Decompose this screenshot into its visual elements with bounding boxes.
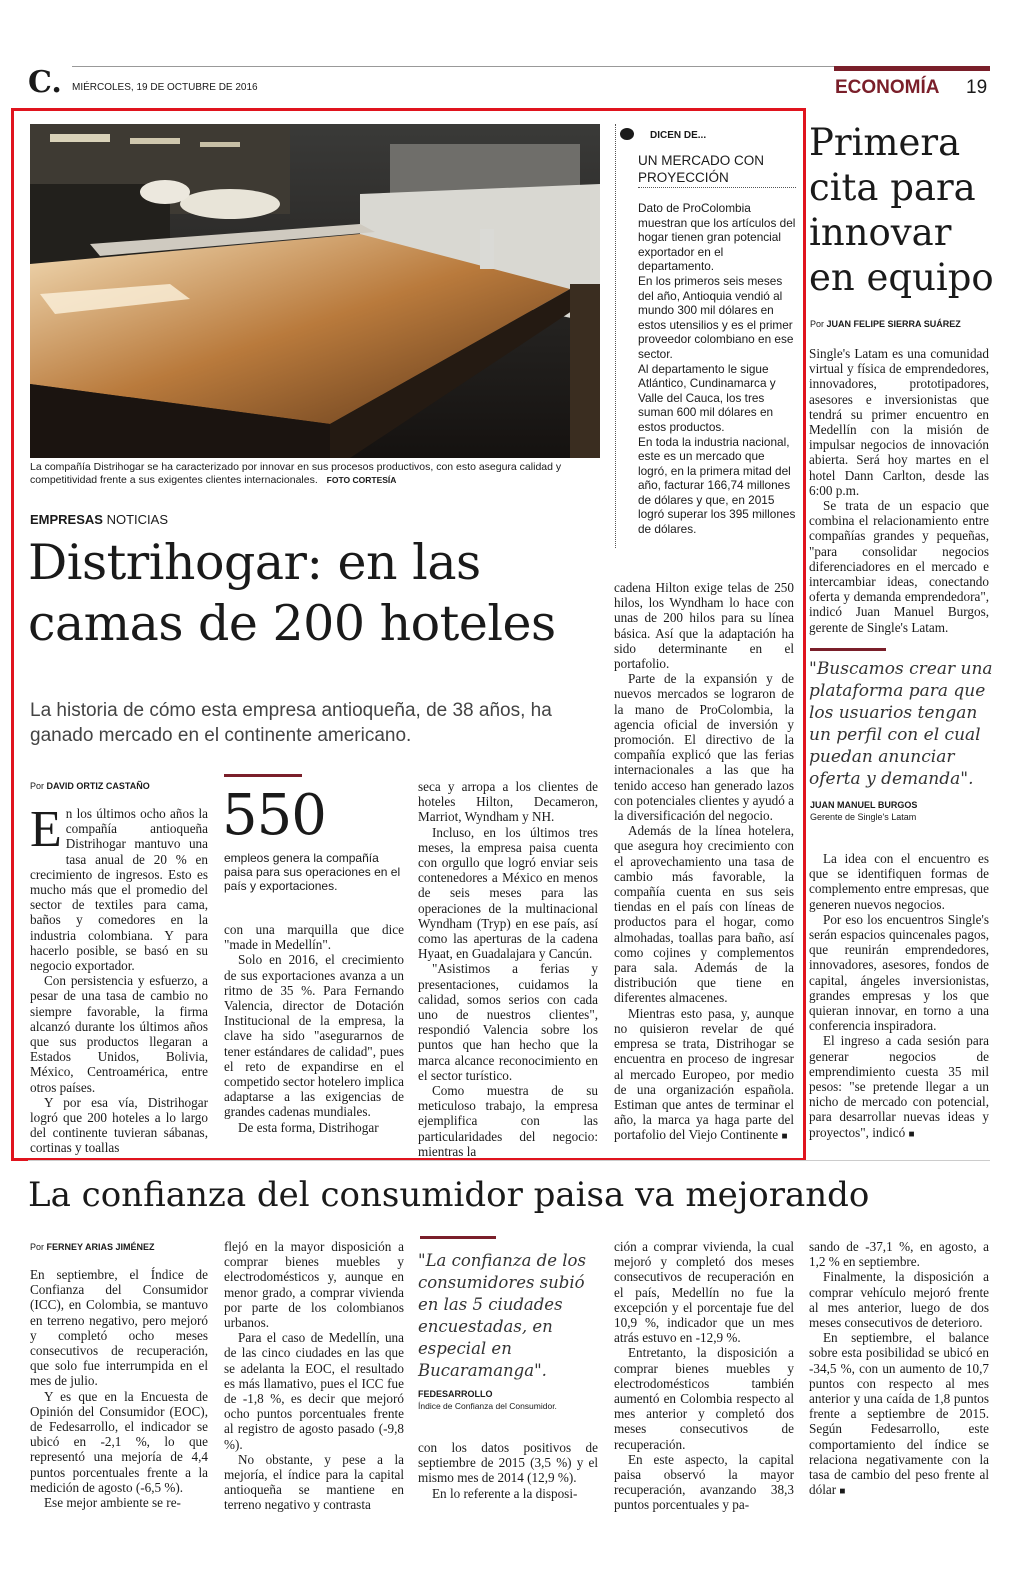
bottom-col4-p2: Entretanto, la disposición a comprar bienes muebles y electrodomésticos también aumentó en Colombia respecto al mes anterior y completó dos meses consecutivos de recuperación. bbox=[614, 1345, 794, 1452]
sidebar-p2: En los primeros seis meses del año, Antioquia vendió al mundo 300 mil dólares en estos utensilios y es el primer proveedor colombiano en ese sector. bbox=[638, 273, 794, 361]
right-p2: Se trata de un espacio que combina el relacionamiento entre compañías grandes y pequeñas, "para consolidar negocios diferenciadores en el mercado e intercambiar ideas, conectando oferta y demanda emprendedora", indicó Juan Manuel Burgos, gerente de Single's Latam. bbox=[809, 498, 989, 635]
factory-photo bbox=[30, 124, 600, 458]
photo-caption-text: La compañía Distrihogar se ha caracterizado por innovar en sus procesos productivos, con esto asegura calidad y competitividad frente a sus exigentes clientes internacionales. bbox=[30, 461, 562, 486]
right-byline-author: JUAN FELIPE SIERRA SUÁREZ bbox=[826, 319, 961, 329]
bottom-divider bbox=[28, 1160, 990, 1161]
section-name: ECONOMÍA bbox=[835, 77, 940, 98]
main-col4-p2: Parte de la expansión y de nuevos mercados se lograron de la mano de ProColombia, la agencia oficial de inversión y promoción. El directivo de la compañía explicó que las ferias internacionales a las que ha tenido acceso han generado lazos con potenciales clientes y ayudó a la diversificación del negocio. bbox=[614, 671, 794, 824]
right-byline bbox=[810, 319, 961, 329]
main-col3-p4: Como muestra de su meticuloso trabajo, la empresa ejemplifica con las particularidades del negocio: mientras la bbox=[418, 1083, 598, 1159]
page-number: 19 bbox=[966, 77, 988, 98]
bottom-col4-p1: ción a comprar vivienda, la cual mejoró y completó dos meses consecutivos de recuperación en el país, Medellín no fue la excepción y el porcentaje fue del 10,9 %, indicador que un mes atrás estuvo en -12,9 %. bbox=[614, 1239, 794, 1346]
bottom-quote-role: Índice de Confianza del Consumidor. bbox=[418, 1401, 557, 1411]
page-header bbox=[28, 66, 990, 100]
main-col4-p3: Además de la línea hotelera, que asegura hoy crecimiento con el aprovechamiento una tasa de cambio más favorable, la compañía cuenta en sus seis tiendas en el país con líneas de productos para el hogar, como almohadas, toallas para baño, así como cojines y complementos para sala. Además de la distribución que tiene en diferentes almacenes. bbox=[614, 823, 794, 1006]
stat-rule bbox=[224, 774, 302, 777]
sidebar-title-rule bbox=[638, 187, 796, 188]
speech-bubble-icon bbox=[620, 128, 634, 140]
main-col4-p1: cadena Hilton exige telas de 250 hilos, los Wyndham lo hace con unas de 200 hilos para su línea básica. Así que la adaptación ha sido determinante en el portafolio. bbox=[614, 580, 794, 672]
main-col1-p3: Y por esa vía, Distrihogar logró que 200 hoteles a lo largo del continente tuvieran sábanas, cortinas y toallas bbox=[30, 1094, 208, 1156]
main-byline bbox=[30, 781, 150, 791]
bottom-quote-rule bbox=[420, 1236, 496, 1239]
byline-author: DAVID ORTIZ CASTAÑO bbox=[46, 781, 150, 791]
main-col2-p1: con una marquilla que dice "made in Medellín". bbox=[224, 922, 404, 953]
main-col2-p3: De esta forma, Distrihogar bbox=[238, 1119, 379, 1135]
right-body-top bbox=[809, 346, 989, 635]
right-quote-role: Gerente de Single's Latam bbox=[810, 812, 917, 822]
bottom-col3-p2: En lo referente a la disposi- bbox=[432, 1485, 578, 1501]
sidebar-p3: Al departamento le sigue Atlántico, Cundinamarca y Valle del Cauca, los tres suman 600 mil dólares en estos productos. bbox=[638, 361, 776, 434]
stat-number: 550 bbox=[222, 783, 326, 848]
right-body-bottom bbox=[809, 851, 989, 1142]
bottom-col2-p2: Para el caso de Medellín, una de las cinco ciudades en las que se adelanta la EOC, el resultado es más llamativo, pues el ICC fue de -1,8 %, es decir que mejoró ocho puntos porcentuales frente al registro de agosto pasado (-9,8 %). bbox=[224, 1330, 404, 1452]
bottom-pull-quote: "La confianza de los consumidores subió en las 5 ciudades encuestadas, en especial en Bucaramanga". bbox=[418, 1251, 586, 1380]
bottom-col2-p3: No obstante, y pese a la mejoría, el índice para la capital antioqueña se mantiene en terreno negativo y contrasta bbox=[224, 1451, 404, 1513]
end-square-icon: ■ bbox=[781, 1131, 788, 1143]
main-col1-p1: n los últimos ocho años la compañía antioqueña Distrihogar mantuvo una tasa anual de 20 % en crecimiento de ingresos. Esto es mucho más que el promedio del sector de textiles para cama, baños y comedores en la industria colombiana. Y para hacerlo posible, se basó en su negocio exportador. bbox=[30, 806, 208, 974]
main-col-4 bbox=[614, 580, 794, 1145]
sidebar-body bbox=[638, 201, 796, 537]
sidebar-title: UN MERCADO CON PROYECCIÓN bbox=[638, 153, 765, 185]
bottom-col3-p1: con los datos positivos de septiembre de 2015 (3,5 %) y el mismo mes de 2014 (12,9 %). bbox=[418, 1440, 598, 1486]
right-quote-rule bbox=[810, 648, 886, 651]
newspaper-logo: C. bbox=[28, 65, 62, 100]
bottom-headline: La confianza del consumidor paisa va mejorando bbox=[28, 1175, 870, 1215]
section-bar bbox=[834, 66, 990, 71]
section-kicker bbox=[30, 512, 168, 527]
header-date: MIÉRCOLES, 19 DE OCTUBRE DE 2016 bbox=[72, 82, 258, 93]
bottom-col-3 bbox=[418, 1440, 598, 1501]
bottom-col2-p1: flejó en la mayor disposición a comprar bienes muebles y electrodomésticos y, aunque en menor grado, a comprar vivienda por parte de los colombianos urbanos. bbox=[224, 1239, 404, 1331]
right-p5: El ingreso a cada sesión para generar negocios de emprendimiento cuesta 35 mil pesos: "se pretende llegar a un nicho de mercado con potencial, para desarrollar nuevas ideas y proyectos", indicó bbox=[809, 1033, 989, 1140]
right-p3: La idea con el encuentro es que se identifiquen formas de complemento entre empresas, que generen nuevos negocios. bbox=[809, 851, 989, 912]
right-end-square-icon: ■ bbox=[908, 1128, 915, 1140]
bottom-col-1 bbox=[30, 1267, 208, 1510]
bottom-col1-p3: Ese mejor ambiente se re- bbox=[44, 1495, 181, 1511]
bottom-byline-prefix: Por bbox=[30, 1242, 45, 1252]
main-col3-p1: seca y arropa a los clientes de hoteles Hilton, Decameron, Marriot, Wyndham y NH. bbox=[418, 779, 598, 825]
main-col3-p2: Incluso, en los últimos tres meses, la empresa paisa cuenta con orgullo que logró enviar seis contenedores a México en menos de seis meses para las operaciones de la multinacional Wyndham (Tryp) en ese país, así como las aperturas de la cadena Hyaat, en Guadalajara y Cancún. bbox=[418, 824, 598, 962]
stat-text: empleos genera la compañía paisa para sus operaciones en el país y exportaciones. bbox=[224, 851, 401, 893]
sidebar-p1: Dato de ProColombia muestran que los artículos del hogar tienen gran potencial exportador en el departamento. bbox=[638, 201, 796, 274]
right-p1: Single's Latam es una comunidad virtual y física de emprendedores, innovadores, prototipadores, asesores e inversionistas que tendrá su primer encuentro en Medellín con la misión de impulsar negocios de innovación abierta. Será hoy martes en el hotel Dann Carlton, desde las 6:00 p.m. bbox=[809, 346, 989, 498]
main-headline: Distrihogar: en las camas de 200 hoteles bbox=[28, 534, 556, 652]
sidebar-box bbox=[615, 124, 798, 548]
bottom-col-2 bbox=[224, 1239, 404, 1513]
bottom-col5-p3: En septiembre, el balance sobre esta posibilidad se ubicó en -34,5 %, con un aumento de 10,7 puntos con respecto al mes anterior y una caída de 1,8 puntos frente a septiembre de 2015. Según Fedesarrollo, este comportamiento del índice se relaciona negativamente con la tasa de cambio del peso frente al dólar bbox=[809, 1330, 989, 1498]
bottom-col4-p3: En este aspecto, la capital paisa observó la mayor recuperación, avanzando 38,3 puntos porcentuales y pa- bbox=[614, 1451, 794, 1513]
main-col-3 bbox=[418, 779, 598, 1159]
bottom-col5-p2: Finalmente, la disposición a comprar vehículo mejoró frente al mes anterior, luego de dos meses consecutivos de deterioro. bbox=[809, 1269, 989, 1331]
main-col4-p4: Mientras esto pasa, y, aunque no quisieron revelar de qué empresa se trata, Distrihogar se encuentra en proceso de ingresar al mercado Europeo, por medio de una organización española. Estiman que antes de terminar el año, la marca ya haga parte del portafolio del Viejo Continente bbox=[614, 1005, 794, 1143]
byline-prefix: Por bbox=[30, 781, 45, 791]
bottom-quote-author: FEDESARROLLO bbox=[418, 1389, 493, 1399]
right-quote-author: JUAN MANUEL BURGOS bbox=[810, 800, 918, 810]
main-col-1 bbox=[30, 801, 208, 1156]
main-col1-p2: Con persistencia y esfuerzo, a pesar de una tasa de cambio no siempre favorable, la firma alcanzó durante los últimos años que sus productos llegaran a Estados Unidos, Bolivia, México, Centroamérica, entre otros países. bbox=[30, 973, 208, 1095]
bottom-col5-p1: sando de -37,1 %, en agosto, a 1,2 % en septiembre. bbox=[809, 1239, 989, 1270]
sidebar-label: DICEN DE... bbox=[650, 130, 707, 141]
photo-caption bbox=[30, 461, 598, 487]
main-col-2 bbox=[224, 922, 404, 1135]
right-byline-prefix: Por bbox=[810, 319, 825, 329]
photo-credit: FOTO CORTESÍA bbox=[326, 475, 397, 485]
bottom-col1-p2: Y es que en la Encuesta de Opinión del Consumidor (EOC), de Fedesarrollo, el indicador se ubicó en -2,1 %, lo que representó una mejoría de 4,4 puntos porcentuales frente a la medición de agosto (-6,5 %). bbox=[30, 1388, 208, 1495]
bottom-byline bbox=[30, 1242, 155, 1252]
kicker-secondary: NOTICIAS bbox=[106, 512, 168, 527]
sidebar-p4: En toda la industria nacional, este es un mercado que logró, en la primera mitad del año, facturar 166,74 millones de dólares y que, en 2015 logró superar los 395 millones de dólares. bbox=[638, 434, 796, 537]
bottom-end-square-icon: ■ bbox=[839, 1486, 846, 1498]
bottom-col-5 bbox=[809, 1239, 989, 1499]
right-headline: Primera cita para innovar en equipo bbox=[809, 121, 994, 299]
bottom-byline-author: FERNEY ARIAS JIMÉNEZ bbox=[46, 1242, 155, 1252]
main-subhead: La historia de cómo esta empresa antioqueña, de 38 años, ha ganado mercado en el continente americano. bbox=[30, 700, 552, 746]
drop-cap: E bbox=[30, 801, 62, 858]
main-col2-p2: Solo en 2016, el crecimiento de sus exportaciones avanza a un ritmo de 35 %. Para Fernando Valencia, director de Dotación Institucional de la empresa, la clave ha sido "asegurarnos de tener estándares de calidad", pues el reto de expandirse en el competido sector hotelero implica adaptarse a las exigencias de grandes cadenas mundiales. bbox=[224, 952, 404, 1120]
right-pull-quote: "Buscamos crear una plataforma para que los usuarios tengan un perfil con el cual puedan anunciar oferta y demanda". bbox=[809, 659, 993, 789]
kicker-primary: EMPRESAS bbox=[30, 512, 103, 527]
main-col3-p3: "Asistimos a ferias y presentaciones, cuidamos la calidad, somos serios con cada uno de nuestros clientes", respondió Valencia sobre los puntos que han hecho que la marca alcance reconocimiento en el sector turístico. bbox=[418, 961, 598, 1083]
right-p4: Por eso los encuentros Single's serán espacios quincenales pagos, que reunirán emprendedores, innovadores, asesores, fondos de capital, ángeles inversionistas, grandes empresas y los que quieran innovar, en torno a una conferencia inspiradora. bbox=[809, 911, 989, 1034]
bottom-col1-p1: En septiembre, el Índice de Confianza del Consumidor (ICC), en Colombia, se mantuvo en terreno negativo, pero mejoró y completó ocho meses consecutivos de recuperación, que solo fue interrumpida en el mes de julio. bbox=[30, 1267, 208, 1389]
bottom-col-4 bbox=[614, 1239, 794, 1513]
